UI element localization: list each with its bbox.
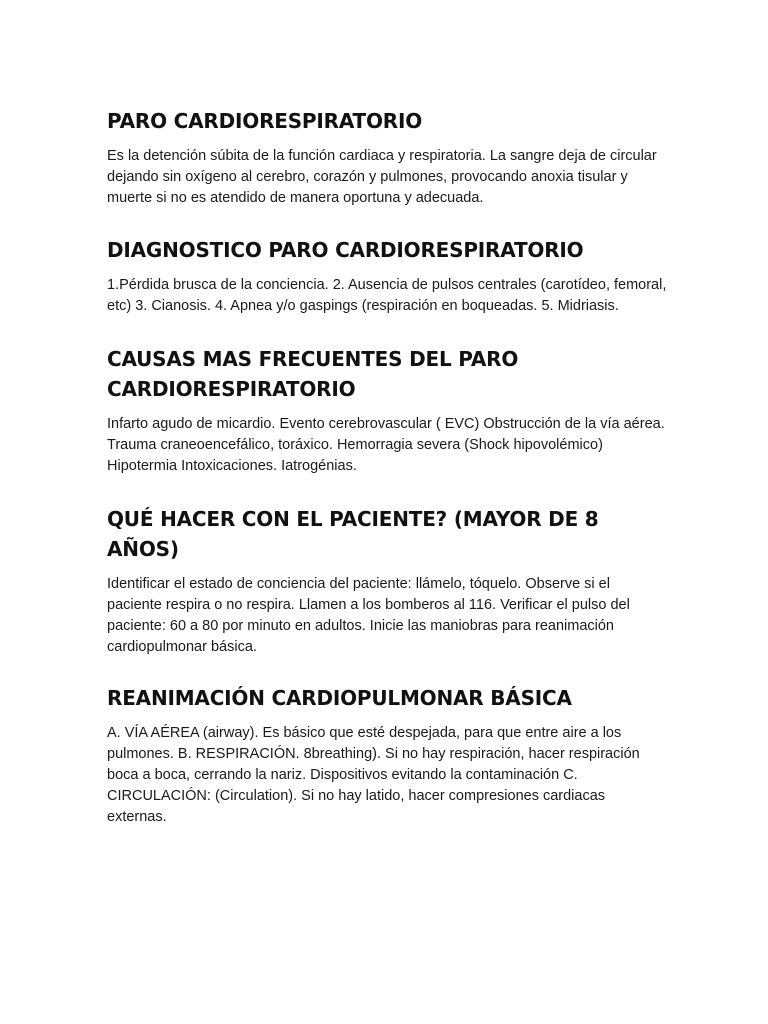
section-heading: PARO CARDIORESPIRATORIO [107, 109, 423, 133]
section-que-hacer [107, 504, 667, 658]
section-body: Identificar el estado de conciencia del paciente: llámelo, tóquelo. Observe si el paciente respira o no respira. Llamen a los bomberos al 116. Verificar el pulso del paciente: 60 a 80 por minuto en adultos. Inicie las maniobras para reanimación cardiopulmonar básica. [107, 576, 630, 655]
section-heading: QUÉ HACER CON EL PACIENTE? (MAYOR DE 8 AÑOS) [107, 507, 599, 561]
section-diagnostico [107, 235, 667, 317]
section-body: Infarto agudo de micardio. Evento cerebrovascular ( EVC) Obstrucción de la vía aérea. Trauma craneoencefálico, toráxico. Hemorragia severa (Shock hipovolémico) Hipotermia Intoxicaciones. Iatrogénias. [107, 416, 665, 474]
section-reanimacion [107, 683, 667, 828]
section-body: Es la detención súbita de la función cardiaca y respiratoria. La sangre deja de circular dejando sin oxígeno al cerebro, corazón y pulmones, provocando anoxia tisular y muerte si no es atendido de manera oportuna y adecuada. [107, 148, 657, 206]
section-body: A. VÍA AÉREA (airway). Es básico que esté despejada, para que entre aire a los pulmones. B. RESPIRACIÓN. 8breathing). Si no hay respiración, hacer respiración boca a boca, cerrando la nariz. Dispositivos evitando la contaminación C. CIRCULACIÓN: (Circulation). Si no hay latido, hacer compresiones cardiacas externas. [107, 725, 640, 825]
document-page [107, 106, 667, 828]
section-paro-cardiorespiratorio [107, 106, 667, 209]
section-heading: DIAGNOSTICO PARO CARDIORESPIRATORIO [107, 238, 584, 262]
section-heading: CAUSAS MAS FRECUENTES DEL PARO CARDIORESPIRATORIO [107, 347, 519, 401]
section-causas [107, 344, 667, 477]
section-body: 1.Pérdida brusca de la conciencia. 2. Ausencia de pulsos centrales (carotídeo, femoral, etc) 3. Cianosis. 4. Apnea y/o gaspings (respiración en boqueadas. 5. Midriasis. [107, 277, 667, 314]
section-heading: REANIMACIÓN CARDIOPULMONAR BÁSICA [107, 686, 572, 710]
